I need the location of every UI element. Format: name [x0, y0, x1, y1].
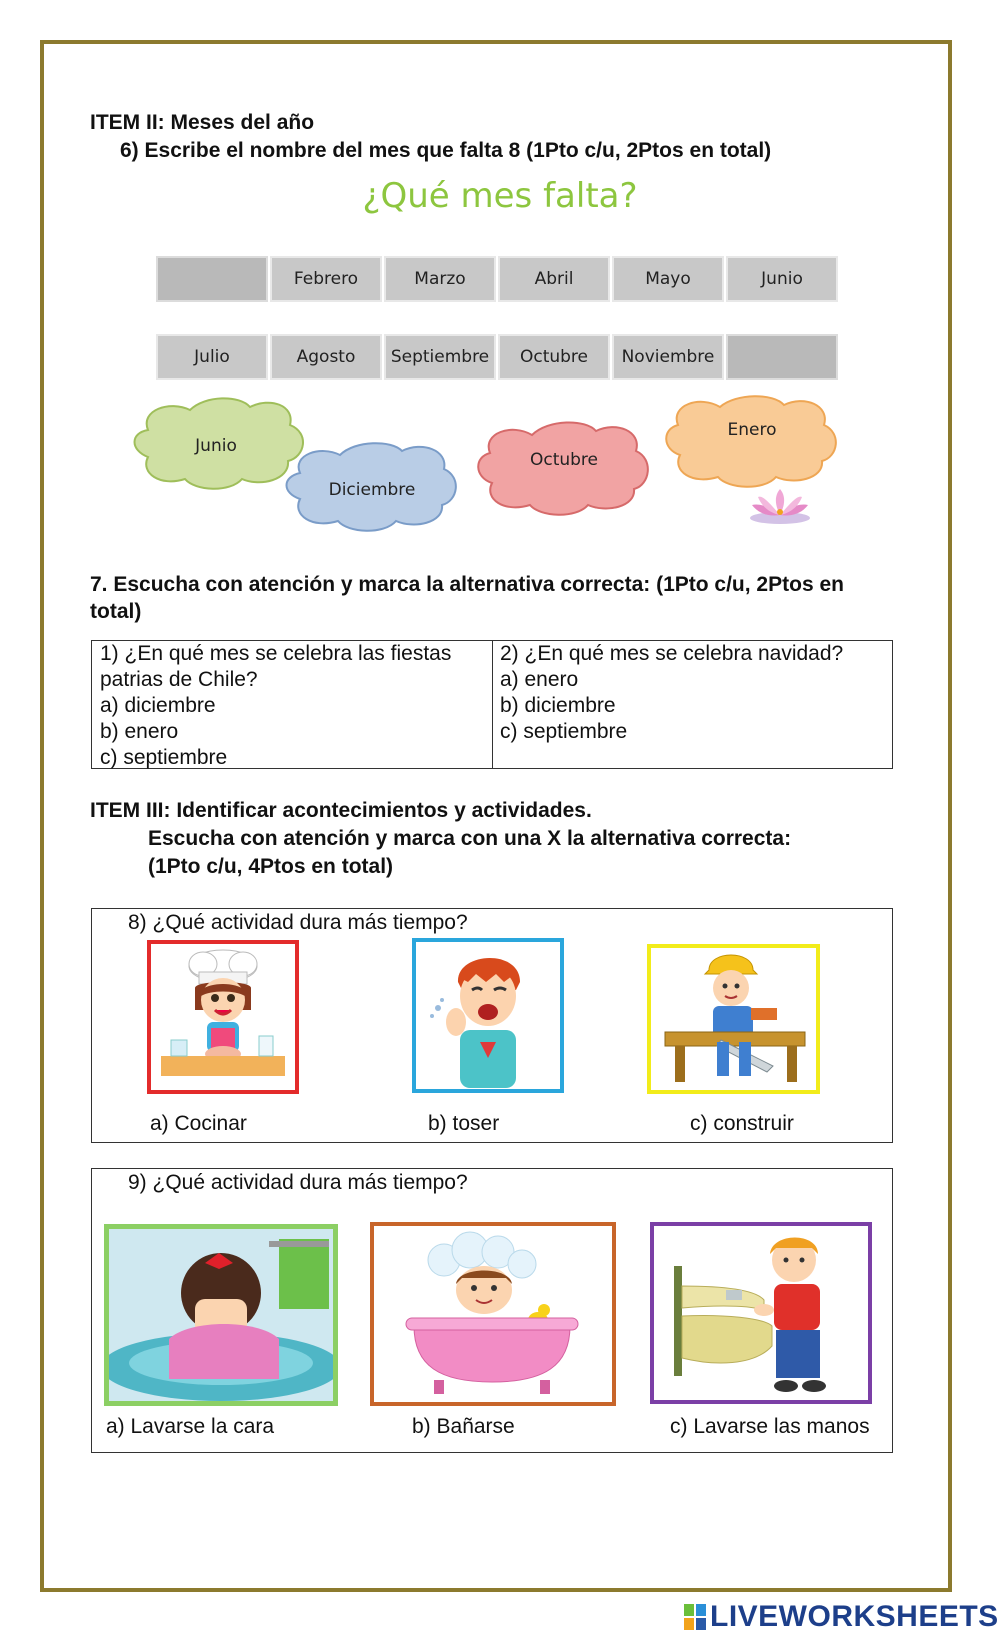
item3-points: (1Pto c/u, 4Ptos en total) [148, 855, 394, 878]
build-picture[interactable] [647, 944, 820, 1094]
q7-right-option-a[interactable]: a) enero [500, 668, 579, 691]
flower-icon [750, 489, 810, 524]
q7-left-col [100, 641, 485, 771]
q8-option-b[interactable]: b) toser [428, 1112, 500, 1135]
boy-washing-hands-icon [654, 1226, 868, 1400]
logo-text: LIVEWORKSHEETS [710, 1600, 999, 1633]
month-cell: Julio [156, 334, 268, 380]
liveworksheets-logo [684, 1600, 999, 1634]
q8-option-a[interactable]: a) Cocinar [150, 1112, 247, 1135]
month-cell: Mayo [612, 256, 724, 302]
bath-picture[interactable] [370, 1222, 616, 1406]
q7-left-option-b[interactable]: b) enero [100, 720, 179, 743]
cloud-options [130, 395, 860, 545]
month-cell: Marzo [384, 256, 496, 302]
q7-heading: 7. Escucha con atención y marca la alternativa correcta: (1Pto c/u, 2Ptos en total) [90, 573, 844, 623]
builder-boy-icon [651, 948, 816, 1090]
logo-mark-icon [684, 1604, 706, 1630]
cloud-label: Octubre [529, 450, 599, 470]
q8-option-c[interactable]: c) construir [690, 1112, 794, 1135]
month-cell: Junio [726, 256, 838, 302]
cloud-enero[interactable] [666, 396, 836, 487]
cloud-octubre[interactable] [478, 422, 648, 514]
month-cell: Septiembre [384, 334, 496, 380]
q9-option-c[interactable]: c) Lavarse las manos [670, 1415, 870, 1438]
q9-option-a[interactable]: a) Lavarse la cara [106, 1415, 275, 1438]
q7-right-option-c[interactable]: c) septiembre [500, 720, 628, 743]
cloud-label: Junio [195, 436, 237, 456]
month-blank-2[interactable] [726, 334, 838, 380]
coughing-boy-icon [416, 942, 560, 1089]
q7-divider [492, 641, 493, 768]
item3-heading: ITEM III: Identificar acontecimientos y actividades. [90, 799, 592, 822]
q7-table [91, 640, 893, 769]
cloud-diciembre[interactable] [287, 443, 456, 531]
month-blank-1[interactable] [156, 256, 268, 302]
q7-left-question: 1) ¿En qué mes se celebra las fiestas patrias de Chile? [100, 642, 452, 691]
item3-instruction: Escucha con atención y marca con una X la alternativa correcta: [148, 827, 792, 850]
cloud-junio[interactable] [135, 398, 303, 488]
q7-left-option-a[interactable]: a) diciembre [100, 694, 216, 717]
month-cell: Agosto [270, 334, 382, 380]
cloud-label: Diciembre [328, 480, 416, 500]
cloud-label: Enero [727, 420, 777, 440]
child-bathing-icon [374, 1226, 612, 1402]
month-cell: Octubre [498, 334, 610, 380]
cook-picture[interactable] [147, 940, 299, 1094]
month-cell: Abril [498, 256, 610, 302]
q7-right-question: 2) ¿En qué mes se celebra navidad? [500, 642, 844, 665]
month-cell: Febrero [270, 256, 382, 302]
q7-left-option-c[interactable]: c) septiembre [100, 746, 228, 769]
worksheet-title: ¿Qué mes falta? [362, 176, 638, 216]
wash-face-picture[interactable] [104, 1224, 338, 1406]
chef-girl-icon [151, 944, 295, 1090]
q9-option-b[interactable]: b) Bañarse [412, 1415, 515, 1438]
q8-question: 8) ¿Qué actividad dura más tiempo? [128, 911, 468, 934]
q7-right-option-b[interactable]: b) diciembre [500, 694, 616, 717]
girl-washing-face-icon [109, 1229, 333, 1401]
cloud-shape [666, 396, 836, 487]
item2-heading: ITEM II: Meses del año [90, 111, 315, 134]
q9-question: 9) ¿Qué actividad dura más tiempo? [128, 1171, 468, 1194]
cough-picture[interactable] [412, 938, 564, 1093]
wash-hands-picture[interactable] [650, 1222, 872, 1404]
item2-instruction: 6) Escribe el nombre del mes que falta 8 (1Pto c/u, 2Ptos en total) [120, 139, 772, 162]
q7-right-col [500, 641, 885, 745]
month-cell: Noviembre [612, 334, 724, 380]
